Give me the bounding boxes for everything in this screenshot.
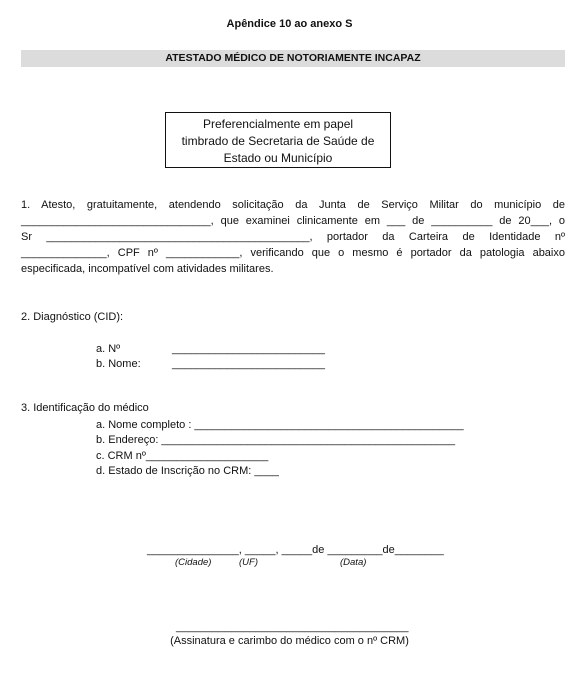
letterhead-line-3: Estado ou Município: [223, 151, 333, 165]
letterhead-line-1: Preferencialmente em papel: [202, 117, 354, 131]
signature-line: ______________________________________: [176, 621, 409, 633]
signature-caption: (Assinatura e carimbo do médico com o nº CRM): [170, 635, 409, 647]
uf-caption: (UF): [239, 557, 258, 568]
doctor-crm-field: c. CRM nº____________________: [96, 450, 269, 462]
letterhead-line-2: timbrado de Secretaria de Saúde de: [181, 134, 375, 148]
doctor-full-name-field: a. Nome completo : ____________________________________________: [96, 419, 464, 431]
appendix-heading: Apêndice 10 ao anexo S: [226, 18, 353, 30]
section1-line-3: Sr ___________________________________________, portador da Carteira de Identidade nº: [21, 231, 565, 243]
diagnosis-number-blank: _________________________: [172, 343, 325, 355]
section1-line-5: especificada, incompatível com atividades militares.: [21, 263, 274, 275]
diagnosis-number-label: a. Nº: [96, 343, 121, 355]
section2-heading: 2. Diagnóstico (CID):: [21, 311, 124, 323]
document-title-bar: [21, 50, 565, 67]
place-date-line: _______________, _____, _____de _________de________: [147, 544, 444, 556]
date-caption: (Data): [340, 557, 367, 568]
document-title: ATESTADO MÉDICO DE NOTORIAMENTE INCAPAZ: [165, 52, 421, 64]
diagnosis-name-blank: _________________________: [172, 358, 325, 370]
section1-line-1: 1. Atesto, gratuitamente, atendendo solicitação da Junta de Serviço Militar do município de: [21, 199, 565, 211]
section1-line-4: ______________, CPF nº ____________, verificando que o mesmo é portador da patologia abaixo: [21, 247, 565, 259]
diagnosis-name-label: b. Nome:: [96, 358, 141, 370]
section3-heading: 3. Identificação do médico: [21, 402, 149, 414]
doctor-address-field: b. Endereço: ________________________________________________: [96, 434, 456, 446]
section1-line-2: _______________________________, que examinei clinicamente em ___ de __________ de 20___, o: [21, 215, 565, 227]
city-caption: (Cidade): [175, 557, 212, 568]
doctor-crm-state-field: d. Estado de Inscrição no CRM: ____: [96, 465, 279, 477]
letterhead-note-box: [165, 112, 391, 168]
